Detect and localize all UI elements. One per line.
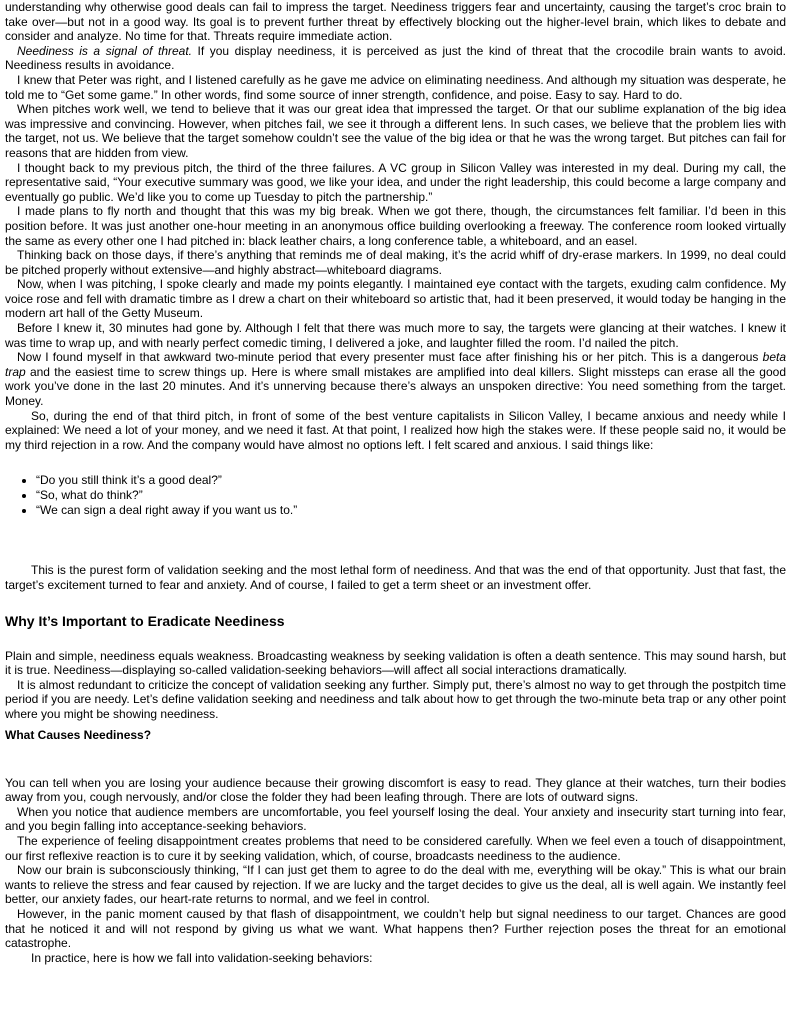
- paragraph: [5, 161, 786, 205]
- paragraph-text: If you display neediness, it is perceived as just the kind of threat that the crocodile brain wants to avoid. Neediness results in avoidance.: [5, 43, 786, 73]
- list-item: • “Do you still think it’s a good deal?”: [36, 473, 786, 488]
- paragraph-third-pitch: So, during the end of that third pitch, in front of some of the best venture capitalists in Silicon Valley, I became anxious and needy while I explained: We need a lot of your money, and we need it fast. At that point, I realized how high the stakes were. If these people said no, it would be my third rejection in a row. And the company would have almost no options left. I felt scared and anxious. I said things like:: [5, 408, 786, 452]
- paragraph: [5, 102, 786, 160]
- list-item: • “So, what do think?”: [36, 488, 786, 503]
- emphasis-text: beta trap: [5, 350, 786, 379]
- paragraph-losing-audience: You can tell when you are losing your audience because their growing discomfort is easy to read. They glance at their watches, turn their bodies away from you, cough nervously, and/or close the folder they had been leafing through. There are lots of outward signs.: [5, 775, 786, 805]
- paragraph: [5, 73, 786, 102]
- needy-phrases-list: [5, 473, 786, 518]
- paragraph-text: Now, when I was pitching, I spoke clearly and made my points elegantly. I maintained eye contact with the targets, exuding calm confidence. My voice rose and fell with dramatic timbre as I drew a chart on their whiteboard so artistic that, had it been preserved, it would today be hanging in the modern art hall of the Getty Museum.: [5, 277, 786, 321]
- paragraph-in-practice: In practice, here is how we fall into validation-seeking behaviors:: [31, 950, 373, 965]
- paragraph: [5, 0, 786, 44]
- paragraph: Now our brain is subconsciously thinking, “If I can just get them to agree to do the deal with me, everything will be okay.” This is what our brain wants to relieve the stress and fear caused by rejection. If we are lucky and the target decides to give us the deal, all is well again. We instantly feel better, our anxiety fades, our heart-rate returns to normal, and we feel in control.: [5, 863, 786, 907]
- paragraph-text: I knew that Peter was right, and I listened carefully as he gave me advice on eliminating neediness. And although my situation was desperate, he told me to “Get some game.” In other words, find some source of inner strength, confidence, and poise. Easy to say. Hard to do.: [5, 72, 786, 102]
- paragraph-validation-seeking: This is the purest form of validation seeking and the most lethal form of neediness. And that was the end of that opportunity. Just that fast, the target’s excitement turned to fear and anxiety. And of course, I failed to get a term sheet or an investment offer.: [5, 563, 786, 592]
- opening-paragraphs: [5, 0, 786, 409]
- book-page: [5, 0, 786, 965]
- paragraph-text: understanding why otherwise good deals can fail to impress the target. Neediness triggers fear and uncertainty, causing the target’s croc brain to take over—but not in a good way. Its goal is to prevent further threat by effectively blocking out the higher-level brain, which likes to debate and consider and analyze. No time for that. Threats require immediate action.: [5, 0, 786, 44]
- paragraph: [5, 248, 786, 277]
- disappointment-paragraphs: [5, 805, 786, 951]
- list-item: • “We can sign a deal right away if you want us to.”: [36, 503, 786, 518]
- paragraph: [5, 321, 786, 350]
- paragraph: [5, 350, 786, 408]
- paragraph-text: and the easiest time to screw things up. Here is where small mistakes are amplified into deal killers. Slight missteps can erase all the good work you’ve done in the last 20 minutes. And it’s unnerving because there’s always an unspoken directive: You need something from the target. Money.: [5, 364, 786, 409]
- paragraph-text: Thinking back on those days, if there’s anything that reminds me of deal making, it’s the acrid whiff of dry-erase markers. In 1999, no deal could be pitched properly without extensive—and highly abstract—whiteboard diagrams.: [5, 248, 786, 277]
- paragraph: When you notice that audience members are uncomfortable, you feel yourself losing the deal. Your anxiety and insecurity start turning into fear, and you begin falling into acceptance-seeking behaviors.: [5, 804, 786, 834]
- paragraph: However, in the panic moment caused by that flash of disappointment, we couldn’t help but signal neediness to our target. Chances are good that he noticed it and will not respond by giving us what we want. What happens then? Further rejection poses the threat for an emotional catastrophe.: [5, 906, 786, 951]
- paragraph-neediness-weakness: Plain and simple, neediness equals weakness. Broadcasting weakness by seeking validation is often a death sentence. This may sound harsh, but it is true. Neediness—displaying so-called validation-seeking behaviors—will affect all social interactions dramatically.: [5, 648, 786, 678]
- emphasis-text: Neediness is a signal of threat.: [17, 43, 193, 58]
- paragraph: [5, 277, 786, 321]
- section-heading-eradicate-neediness: Why It’s Important to Eradicate Neediness: [5, 612, 285, 629]
- paragraph: The experience of feeling disappointment creates problems that need to be considered carefully. When we feel even a touch of disappointment, our first reflexive reaction is to cure it by seeking validation, which, of course, broadcasts neediness to the audience.: [5, 833, 786, 863]
- paragraph-text: When pitches work well, we tend to believe that it was our great idea that impressed the target. Or that our sublime explanation of the big idea was impressive and convincing. However, when pitches fail, we see it through a different lens. In such cases, we believe that the problem lies with the target, not us. We believe that the target somehow couldn’t see the value of the big idea or that he was the wrong target. But pitches can fail for reasons that are hidden from view.: [5, 102, 786, 160]
- paragraph-text: I thought back to my previous pitch, the third of the three failures. A VC group in Silicon Valley was interested in my deal. During my call, the representative said, “Your executive summary was good, we like your idea, and under the right leadership, this could become a large company and eventually go public. We’d like you to come up Tuesday to pitch the partnership.”: [5, 160, 786, 204]
- paragraph-redundant: It is almost redundant to criticize the concept of validation seeking any further. Simply put, there’s almost no way to get through the postpitch time period if you are needy. Let’s define validation seeking and neediness and talk about how to get through the two-minute beta trap or any other point where you might be showing neediness.: [5, 677, 786, 721]
- section-heading-what-causes: What Causes Neediness?: [5, 727, 152, 742]
- paragraph-text: Before I knew it, 30 minutes had gone by. Although I felt that there was much more to say, the targets were glancing at their watches. I knew it was time to wrap up, and with nearly perfect comedic timing, I delivered a joke, and laughter filled the room. I’d nailed the pitch.: [5, 321, 786, 350]
- paragraph-text: I made plans to fly north and thought that this was my big break. When we got there, though, the circumstances felt familiar. I’d been in this position before. It was just another one-hour meeting in an anonymous office building overlooking a freeway. The conference room looked virtually the same as every other one I had pitched in: black leather chairs, a long conference table, a whiteboard, and an easel.: [5, 204, 786, 248]
- paragraph: [5, 44, 786, 73]
- paragraph: [5, 204, 786, 248]
- paragraph-text: Now I found myself in that awkward two-minute period that every presenter must face after finishing his or her pitch. This is a dangerous: [17, 350, 763, 365]
